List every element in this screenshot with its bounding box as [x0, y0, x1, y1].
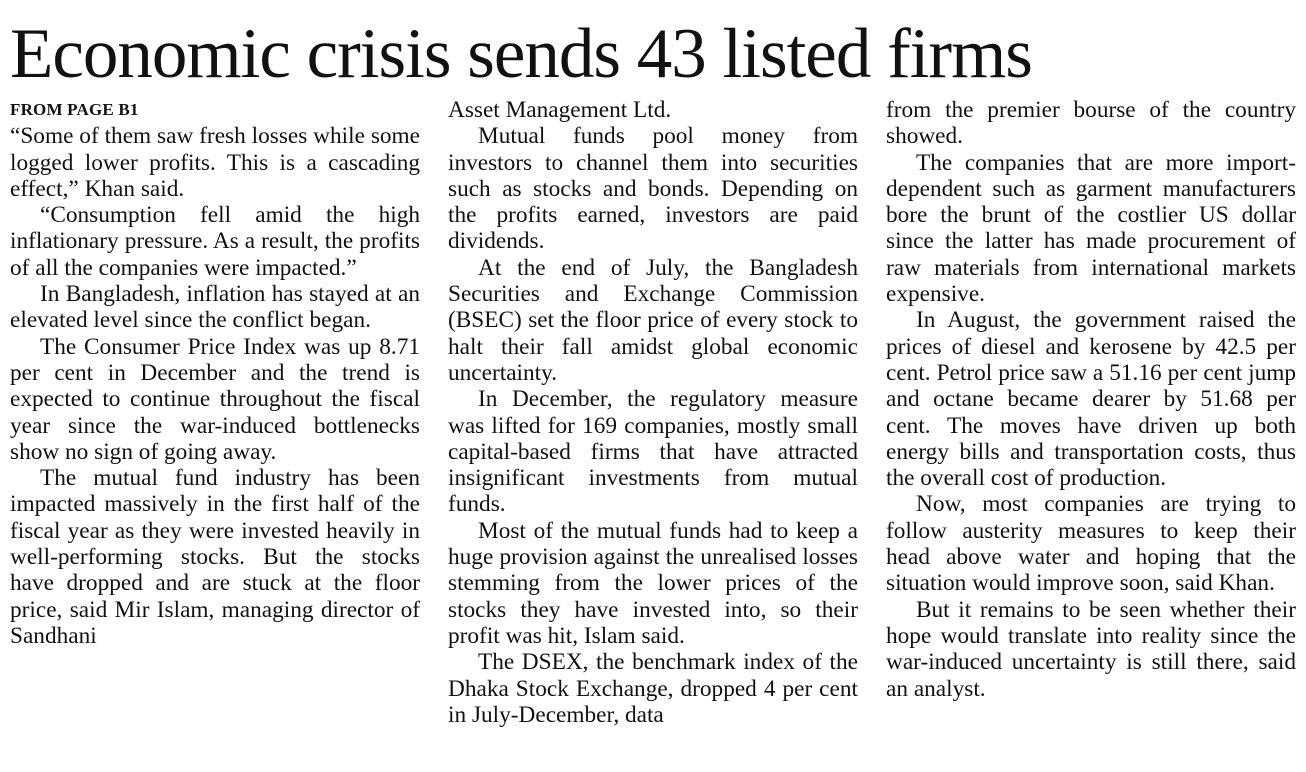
- paragraph: In Bangladesh, inflation has stayed at an elevated level since the conflict began.: [10, 281, 420, 334]
- paragraph: Now, most companies are trying to follow austerity measures to keep their head above water and hoping that the situation would improve soon, said Khan.: [886, 491, 1296, 597]
- paragraph: “Consumption fell amid the high inflationary pressure. As a result, the profits of all the companies were impacted.”: [10, 202, 420, 281]
- article-column-2: [448, 97, 858, 728]
- paragraph: The companies that are more import-dependent such as garment manufacturers bore the brunt of the costlier US dollar since the latter has made procurement of raw materials from international markets expensive.: [886, 149, 1296, 308]
- paragraph: from the premier bourse of the country showed.: [886, 97, 1296, 150]
- paragraph: In December, the regulatory measure was lifted for 169 companies, mostly small capital-based firms that have attracted insignificant investments from mutual funds.: [448, 386, 858, 518]
- headline: Economic crisis sends 43 listed firms: [10, 15, 1032, 93]
- paragraph: Mutual funds pool money from investors to channel them into securities such as stocks and bonds. Depending on the profits earned, investors are paid dividends.: [448, 123, 858, 255]
- paragraph: At the end of July, the Bangladesh Securities and Exchange Commission (BSEC) set the floor price of every stock to halt their fall amidst global economic uncertainty.: [448, 254, 858, 386]
- paragraph: But it remains to be seen whether their hope would translate into reality since the war-induced uncertainty is still there, said an analyst.: [886, 596, 1296, 702]
- article-column-3: [886, 97, 1296, 702]
- continuation-kicker: FROM PAGE B1: [10, 100, 139, 119]
- paragraph: The Consumer Price Index was up 8.71 per cent in December and the trend is expected to continue throughout the fiscal year since the war-induced bottlenecks show no sign of going away.: [10, 333, 420, 465]
- paragraph: The mutual fund industry has been impacted massively in the first half of the fiscal year as they were invested heavily in well-performing stocks. But the stocks have dropped and are stuck at the floor price, said Mir Islam, managing director of Sandhani: [10, 465, 420, 649]
- article-column-1: [10, 97, 420, 649]
- paragraph: Most of the mutual funds had to keep a huge provision against the unrealised losses stemming from the lower prices of the stocks they have invested into, so their profit was hit, Islam said.: [448, 517, 858, 649]
- paragraph: “Some of them saw fresh losses while some logged lower profits. This is a cascading effect,” Khan said.: [10, 123, 420, 202]
- paragraph: Asset Management Ltd.: [448, 97, 672, 123]
- paragraph: In August, the government raised the prices of diesel and kerosene by 42.5 per cent. Petrol price saw a 51.16 per cent jump and octane became dearer by 51.68 per cent. The moves have driven up both energy bills and transportation costs, thus the overall cost of production.: [886, 307, 1296, 492]
- paragraph: The DSEX, the benchmark index of the Dhaka Stock Exchange, dropped 4 per cent in July-December, data: [448, 649, 858, 728]
